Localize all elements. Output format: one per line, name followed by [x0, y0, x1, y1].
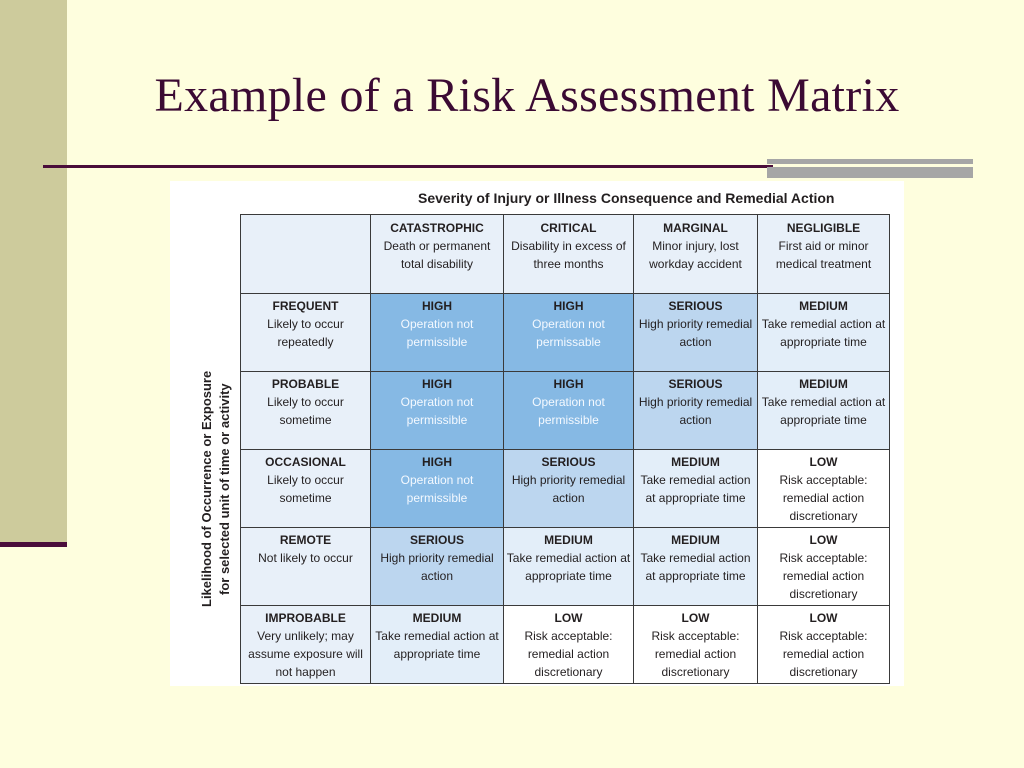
- risk-action: Risk acceptable: remedial action discretionary: [779, 473, 868, 523]
- risk-action: Operation not permissable: [532, 317, 605, 349]
- matrix-row-remote: [241, 528, 890, 606]
- risk-cell: [371, 450, 504, 528]
- matrix-row-occasional: [241, 450, 890, 528]
- likelihood-description: Not likely to occur: [258, 551, 353, 565]
- risk-cell: [504, 294, 634, 372]
- risk-level: MEDIUM: [544, 533, 593, 547]
- risk-level: MEDIUM: [799, 377, 848, 391]
- risk-cell: [504, 450, 634, 528]
- likelihood-header: [241, 450, 371, 528]
- y-axis-label-line1: Likelihood of Occurrence or Exposure: [199, 370, 214, 608]
- risk-action: Take remedial action at appropriate time: [761, 395, 886, 427]
- likelihood-header: [241, 606, 371, 684]
- matrix-title: Severity of Injury or Illness Consequence and Remedial Action: [418, 190, 835, 206]
- risk-level: SERIOUS: [668, 377, 723, 391]
- severity-description: Disability in excess of three months: [511, 239, 626, 271]
- risk-action: High priority remedial action: [511, 473, 626, 505]
- risk-cell: [758, 606, 890, 684]
- risk-action: Risk acceptable: remedial action discretionary: [779, 551, 868, 601]
- risk-cell: [758, 450, 890, 528]
- severity-description: Death or permanent total disability: [383, 239, 491, 271]
- risk-level: LOW: [681, 611, 710, 625]
- risk-level: SERIOUS: [541, 455, 596, 469]
- left-accent-rule: [0, 542, 67, 547]
- risk-action: High priority remedial action: [638, 395, 753, 427]
- risk-action: Risk acceptable: remedial action discretionary: [524, 629, 613, 679]
- risk-cell: [758, 294, 890, 372]
- risk-level: MEDIUM: [412, 611, 462, 625]
- severity-level: NEGLIGIBLE: [786, 221, 861, 235]
- risk-level: LOW: [809, 533, 838, 547]
- risk-level: HIGH: [422, 299, 452, 313]
- risk-action: Operation not permissible: [400, 317, 474, 349]
- risk-level: MEDIUM: [799, 299, 848, 313]
- risk-cell: [504, 372, 634, 450]
- risk-cell: [504, 528, 634, 606]
- likelihood-description: Likely to occur repeatedly: [267, 317, 344, 349]
- y-axis-label-line2: for selected unit of time or activity: [217, 383, 232, 595]
- matrix-row-frequent: [241, 294, 890, 372]
- title-underline: [43, 165, 773, 168]
- risk-action: Take remedial action at appropriate time: [640, 551, 751, 583]
- risk-action: Risk acceptable: remedial action discretionary: [651, 629, 740, 679]
- risk-level: HIGH: [422, 455, 452, 469]
- risk-action: Take remedial action at appropriate time: [761, 317, 886, 349]
- risk-cell: [504, 606, 634, 684]
- likelihood-description: Likely to occur sometime: [267, 395, 344, 427]
- likelihood-level: IMPROBABLE: [265, 611, 346, 625]
- severity-header-catastrophic: [371, 215, 504, 294]
- risk-level: SERIOUS: [409, 533, 464, 547]
- accent-rule-top: [767, 159, 973, 164]
- y-axis-label: [196, 354, 236, 624]
- risk-cell: [371, 372, 504, 450]
- slide-title: Example of a Risk Assessment Matrix: [154, 69, 900, 122]
- severity-header-critical: [504, 215, 634, 294]
- risk-level: LOW: [554, 611, 583, 625]
- risk-cell: [634, 606, 758, 684]
- matrix-row-probable: [241, 372, 890, 450]
- risk-action: Take remedial action at appropriate time: [640, 473, 751, 505]
- risk-level: HIGH: [553, 299, 584, 313]
- likelihood-level: FREQUENT: [272, 299, 339, 313]
- risk-level: HIGH: [422, 377, 452, 391]
- matrix-corner-cell: [241, 215, 371, 294]
- risk-action: Operation not permissible: [400, 473, 474, 505]
- risk-cell: [758, 372, 890, 450]
- severity-level: MARGINAL: [663, 221, 728, 235]
- likelihood-header: [241, 528, 371, 606]
- risk-cell: [634, 450, 758, 528]
- likelihood-header: [241, 294, 371, 372]
- risk-action: High priority remedial action: [638, 317, 753, 349]
- risk-cell: [634, 294, 758, 372]
- likelihood-description: Very unlikely; may assume exposure will not happen: [248, 629, 363, 679]
- risk-matrix-table: [240, 214, 890, 684]
- risk-cell: [371, 294, 504, 372]
- likelihood-level: REMOTE: [279, 533, 332, 547]
- risk-action: Operation not permissible: [532, 395, 605, 427]
- risk-cell: [758, 528, 890, 606]
- severity-header-negligible: [758, 215, 890, 294]
- risk-cell: [371, 528, 504, 606]
- risk-level: MEDIUM: [671, 455, 720, 469]
- severity-level: CRITICAL: [540, 221, 597, 235]
- accent-rule-bottom: [767, 167, 973, 178]
- risk-action: Take remedial action at appropriate time: [506, 551, 631, 583]
- risk-action: Operation not permissible: [400, 395, 474, 427]
- risk-level: LOW: [809, 611, 838, 625]
- risk-level: MEDIUM: [671, 533, 720, 547]
- risk-action: High priority remedial action: [380, 551, 494, 583]
- likelihood-description: Likely to occur sometime: [267, 473, 344, 505]
- severity-level: CATASTROPHIC: [390, 221, 484, 235]
- risk-cell: [634, 372, 758, 450]
- likelihood-header: [241, 372, 371, 450]
- severity-header-marginal: [634, 215, 758, 294]
- risk-action: Risk acceptable: remedial action discretionary: [779, 629, 868, 679]
- risk-action: Take remedial action at appropriate time: [375, 629, 499, 661]
- risk-cell: [634, 528, 758, 606]
- risk-level: HIGH: [553, 377, 584, 391]
- matrix-header-row: [241, 215, 890, 294]
- severity-description: Minor injury, lost workday accident: [649, 239, 742, 271]
- risk-cell: [371, 606, 504, 684]
- likelihood-level: OCCASIONAL: [265, 455, 346, 469]
- risk-level: LOW: [809, 455, 838, 469]
- matrix-row-improbable: [241, 606, 890, 684]
- risk-level: SERIOUS: [668, 299, 723, 313]
- severity-description: First aid or minor medical treatment: [775, 239, 872, 271]
- likelihood-level: PROBABLE: [271, 377, 340, 391]
